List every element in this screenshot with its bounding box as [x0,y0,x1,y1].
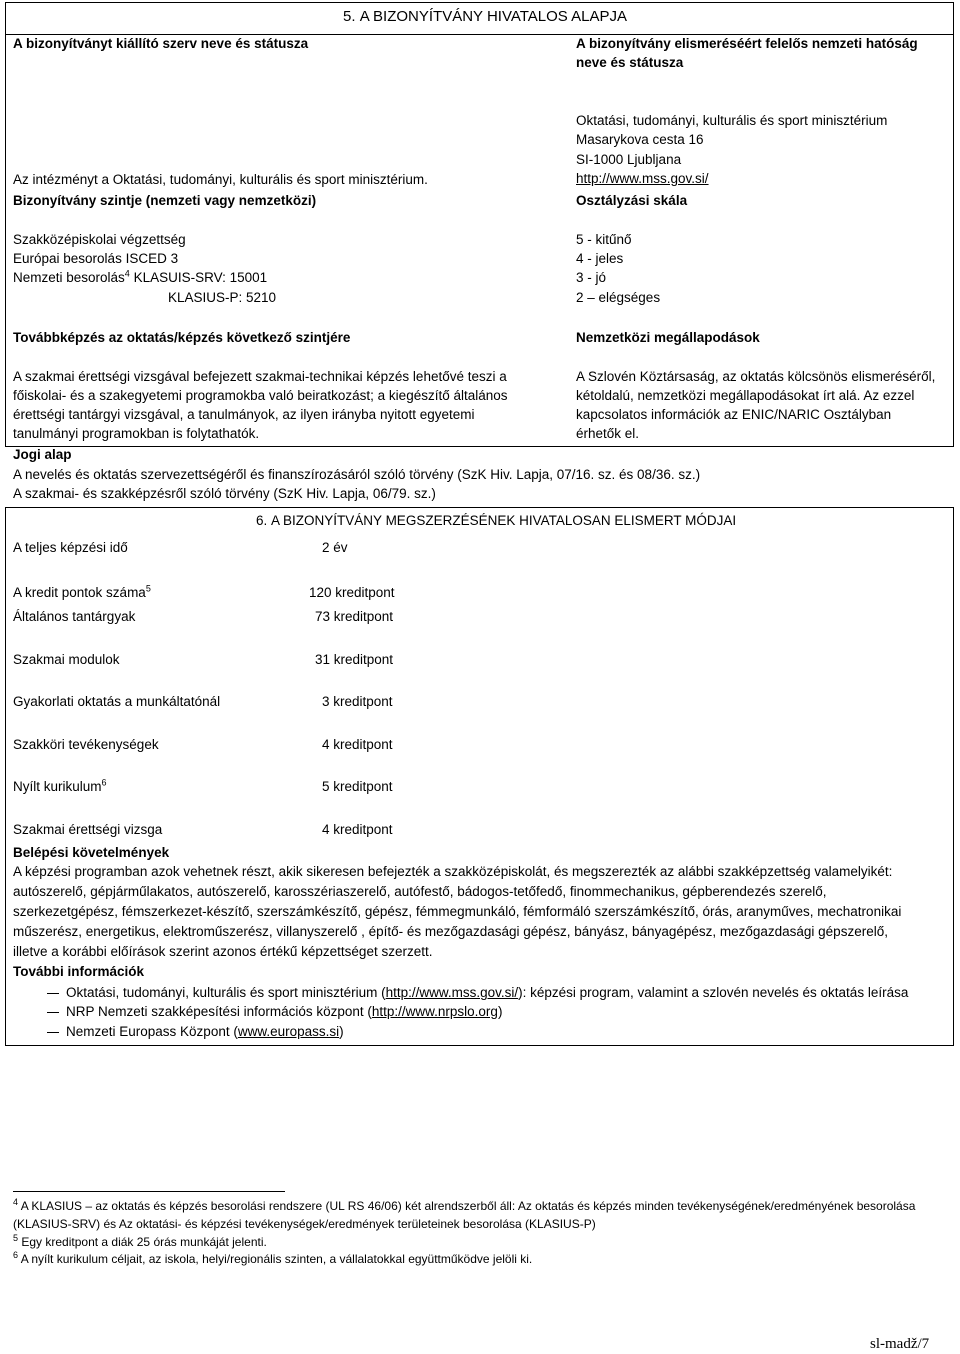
intl-agreements-line: kétoldalú, nemzetközi megállapodásokat írt alá. Az ezzel [576,388,915,403]
legal-basis-header: Jogi alap [13,447,72,462]
info-link[interactable]: www.europass.si [237,1024,340,1039]
legal-basis-line: A nevelés és oktatás szervezettségéről és finanszírozásáról szóló törvény (SzK Hiv. Lapja, 07/16. sz. és 08/36. sz.) [13,467,701,482]
credits-total: 120 kreditpont [309,585,395,600]
credit-row-label: Szakköri tevékenységek [13,737,159,752]
entry-requirements-line: illetve a korábbi előírások szerint azonos értékű képzettséget szerzett. [13,944,433,959]
footnote-4: $^4$ A KLASIUS – az oktatás és képzés besorolási rendszere (UL RS 46/06) két alrendszerből áll: Az oktatás és képzés minden tevékenységének/eredményének besorolása [13,1197,916,1213]
credit-row-value: 73 kreditpont [315,609,394,624]
level-header: Bizonyítvány szintje (nemzeti vagy nemzetközi) [13,193,317,208]
authority-line: Masarykova cesta 16 [576,132,704,147]
credit-row-value: 3 kreditpont [322,694,393,709]
info-item: NRP Nemzeti szakképesítési információs központ (http://www.nrpslo.org) [66,1004,503,1019]
credit-row-label: Nyílt kurikulum$^6$ [13,777,107,794]
issuer-text: Az intézményt a Oktatási, tudományi, kulturális és sport minisztérium. [13,172,428,187]
credit-row-label: Általános tantárgyak [13,609,136,624]
footnote-4-cont: (KLASIUS-SRV) és Az oktatási- és képzési tevékenységek/eredmények területeinek besorolása (KLASIUS-P) [13,1217,596,1231]
legal-basis-line: A szakmai- és szakképzésről szóló törvény (SzK Hiv. Lapja, 06/79. sz.) [13,486,436,501]
credit-row-value: 4 kreditpont [322,822,393,837]
national-classification: Nemzeti besorolás$^4$ KLASUIS-SRV: 15001 [13,268,268,285]
credit-row-value: 5 kreditpont [322,779,393,794]
further-study-line: főiskolai- és a szakegyetemi programokba való beiratkozást; a kiegészítő általános [13,388,508,403]
bullet-dash-icon [47,993,59,994]
info-link[interactable]: http://www.mss.gov.si/ [385,985,519,1000]
bullet-dash-icon [47,1012,59,1013]
authority-line: SI-1000 Ljubljana [576,152,682,167]
duration-label: A teljes képzési idő [13,540,128,555]
entry-requirements-line: autószerelő, gépjárműlakatos, autószerelő, karosszériaszerelő, autófestő, bádogos-tetőfedő, finommechanikus, gépberendezés szerelő, [13,884,827,899]
authority-header-line2: neve és státusza [576,55,684,70]
further-info-header: További információk [13,964,145,979]
intl-agreements-line: kapcsolatos információk az ENIC/NARIC Osztályban [576,407,892,422]
duration-value: 2 év [322,540,348,555]
credits-label: A kredit pontok száma$^5$ [13,583,151,600]
level-line: Szakközépiskolai végzettség [13,232,186,247]
entry-requirements-line: műszerész, energetikus, elektroműszerész, villanyszerelő , építő- és mezőgazdasági gépész, bányász, bányagépész, mezőgazdasági gépszerelő, [13,924,888,939]
national-classification-p: KLASIUS-P: 5210 [168,290,277,305]
footnote-6: $^6$ A nyílt kurikulum céljait, az iskola, helyi/regionális szinten, a vállalatokkal együttműködve jelöli ki. [13,1250,533,1266]
authority-header-line1: A bizonyítvány elismeréséért felelős nemzeti hatóság [576,36,918,51]
page-code: sl-madž/7 [870,1336,930,1352]
footnote-separator [13,1191,285,1192]
credit-row-label: Gyakorlati oktatás a munkáltatónál [13,694,221,709]
entry-requirements-header: Belépési követelmények [13,845,170,860]
info-item: Nemzeti Europass Központ (www.europass.si) [66,1024,344,1039]
intl-agreements-line: A Szlovén Köztársaság, az oktatás kölcsönös elismeréséről, [576,369,936,384]
info-link[interactable]: http://www.nrpslo.org [371,1004,498,1019]
grade-item: 4 - jeles [576,251,624,266]
further-study-header: Továbbképzés az oktatás/képzés következő szintjére [13,330,351,345]
entry-requirements-line: A képzési programban azok vehetnek részt, akik sikeresen befejezték a szakközépiskolát, és megszerezték az alábbi szakképzettség valamelyikét: [13,864,893,879]
further-study-line: tanulmányi programokban is folytathatók. [13,426,260,441]
grade-item: 2 – elégséges [576,290,661,305]
credit-row-value: 31 kreditpont [315,652,394,667]
bullet-dash-icon [47,1032,59,1033]
grading-header: Osztályzási skála [576,193,688,208]
further-study-line: érettségi tantárgyi vizsgával, a tanulmányok, az ilyen irányba nyitott egyetemi [13,407,475,422]
further-study-line: A szakmai érettségi vizsgával befejezett szakmai-technikai képzés lehetővé teszi a [13,369,507,384]
section-6-title: 6. A BIZONYÍTVÁNY MEGSZERZÉSÉNEK HIVATALOSAN ELISMERT MÓDJAI [256,513,737,528]
info-item: Oktatási, tudományi, kulturális és sport minisztérium (http://www.mss.gov.si/): képzési program, valamint a szlovén nevelés és oktatás leírása [66,985,909,1000]
section-5-title: 5. A BIZONYÍTVÁNY HIVATALOS ALAPJA [343,8,627,25]
entry-requirements-line: szerkezetgépész, fémszerkezet-készítő, szerszámkészítő, gépész, fémmegmunkáló, fémformáló szerszámkészítő, órás, aranyműves, mechatronikai [13,904,902,919]
credit-row-label: Szakmai érettségi vizsga [13,822,163,837]
authority-line: Oktatási, tudományi, kulturális és sport minisztérium [576,113,888,128]
level-line: Európai besorolás ISCED 3 [13,251,179,266]
grade-item: 5 - kitűnő [576,232,632,247]
footnote-5: $^5$ Egy kreditpont a diák 25 órás munkáját jelenti. [13,1233,267,1249]
credit-row-label: Szakmai modulok [13,652,120,667]
intl-agreements-header: Nemzetközi megállapodások [576,330,760,345]
intl-agreements-line: érhetők el. [576,426,640,441]
issuer-header: A bizonyítványt kiállító szerv neve és státusza [13,36,309,51]
authority-website-link[interactable]: http://www.mss.gov.si/ [576,171,709,186]
grade-item: 3 - jó [576,270,607,285]
credit-row-value: 4 kreditpont [322,737,393,752]
